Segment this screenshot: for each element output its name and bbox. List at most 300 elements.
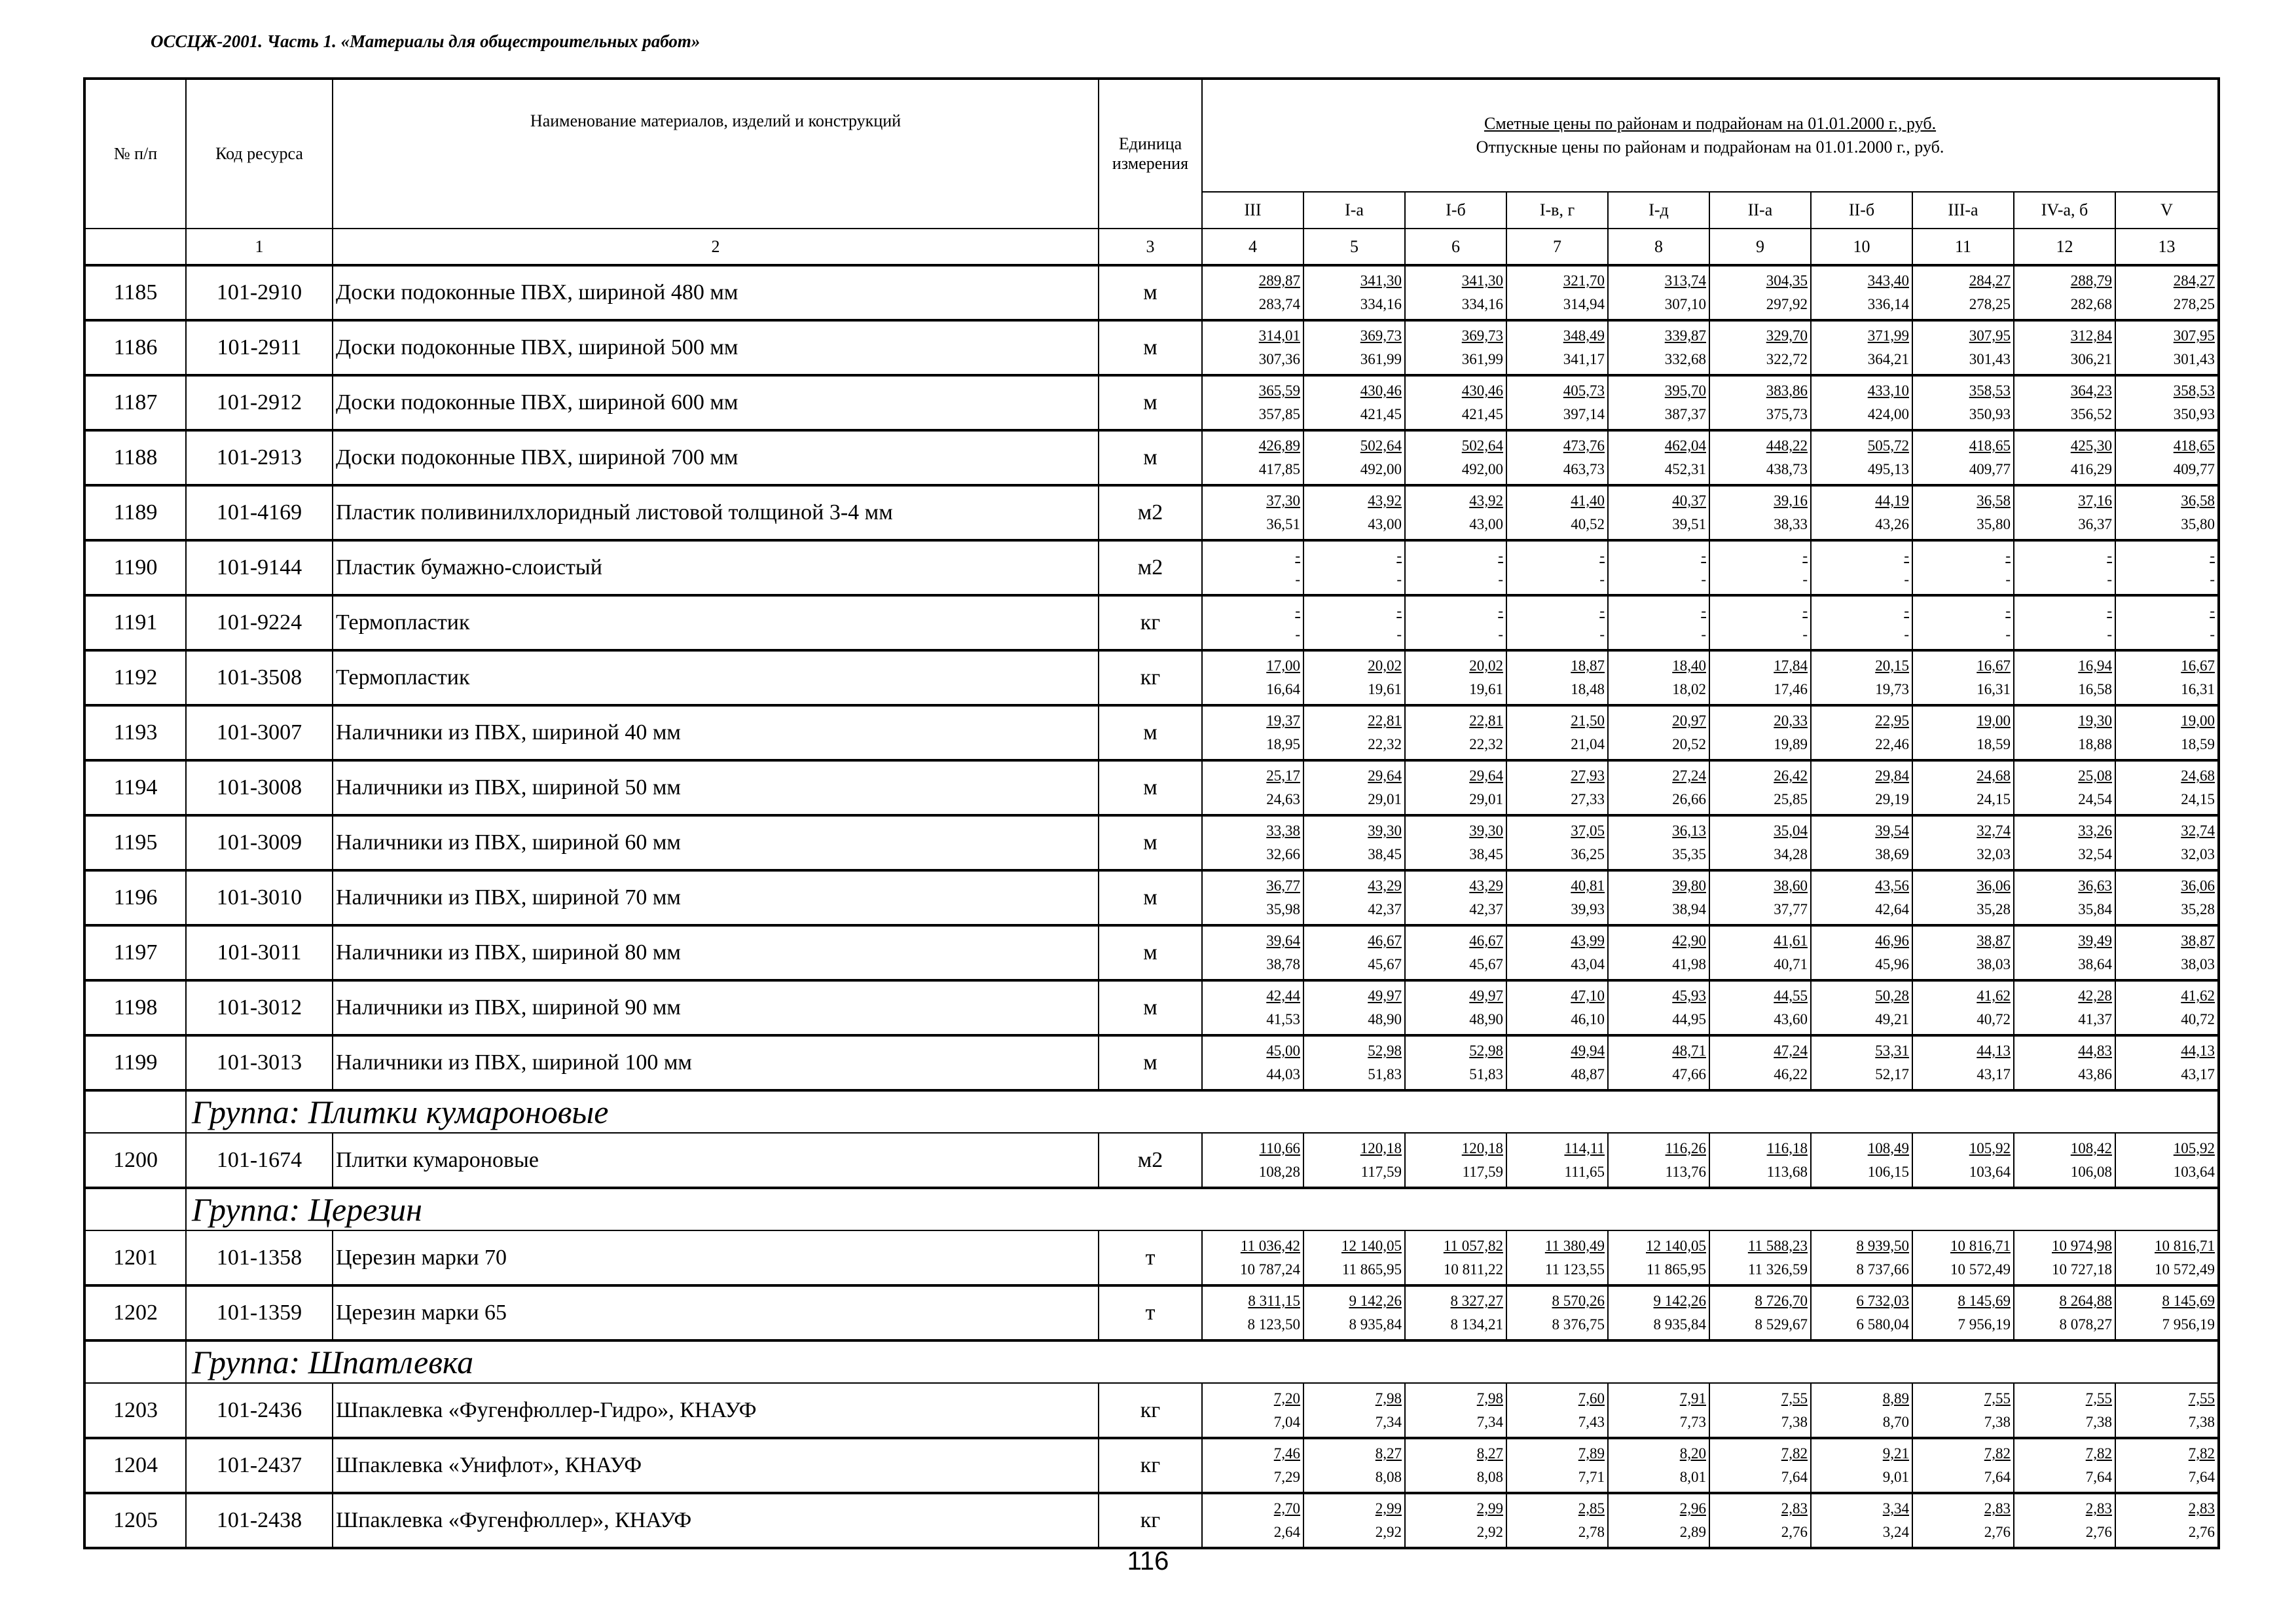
price-cell xyxy=(1709,485,1811,540)
estimate-price: 24,68 xyxy=(2181,767,2215,784)
release-price: 2,76 xyxy=(2188,1524,2215,1540)
table-row xyxy=(84,650,2219,705)
release-price: 314,94 xyxy=(1563,296,1605,312)
price-cell xyxy=(1608,1383,1709,1438)
release-price: 2,92 xyxy=(1375,1524,1402,1540)
unit-of-measure: м xyxy=(1099,815,1202,870)
estimate-price: 108,49 xyxy=(1867,1139,1909,1156)
estimate-price: 8 311,15 xyxy=(1248,1293,1300,1309)
release-price: 11 865,95 xyxy=(1646,1261,1706,1278)
row-number: 1196 xyxy=(84,870,186,925)
estimate-price: 2,83 xyxy=(1781,1500,1808,1517)
release-price: 38,33 xyxy=(1774,516,1808,532)
release-price: 463,73 xyxy=(1563,461,1605,477)
table-row xyxy=(84,870,2219,925)
release-price: 35,80 xyxy=(1977,516,2011,532)
price-cell xyxy=(1202,1438,1303,1493)
price-cell xyxy=(2014,1230,2115,1285)
unit-of-measure: кг xyxy=(1099,1383,1202,1438)
price-cell xyxy=(2115,1383,2219,1438)
price-cell xyxy=(1709,375,1811,430)
release-price: 7,04 xyxy=(1273,1413,1300,1430)
estimate-price: - xyxy=(2210,547,2215,564)
estimate-price: 39,30 xyxy=(1368,822,1402,839)
price-cell xyxy=(1303,320,1405,375)
price-cell xyxy=(1202,925,1303,980)
estimate-price: 462,04 xyxy=(1664,437,1706,454)
price-cell xyxy=(1912,1383,2014,1438)
price-cell xyxy=(1202,650,1303,705)
release-price: 8,08 xyxy=(1375,1469,1402,1485)
estimate-price: 22,81 xyxy=(1469,712,1503,729)
estimate-price: 7,82 xyxy=(2188,1445,2215,1462)
release-price: - xyxy=(2005,626,2011,642)
price-cell xyxy=(2014,540,2115,595)
release-price: 322,72 xyxy=(1766,351,1808,367)
price-cell xyxy=(1303,870,1405,925)
release-price: 10 572,49 xyxy=(2155,1261,2215,1278)
estimate-price: 418,65 xyxy=(2173,437,2215,454)
price-cell xyxy=(1506,980,1608,1035)
estimate-price: 33,26 xyxy=(2078,822,2112,839)
price-cell xyxy=(1506,1230,1608,1285)
estimate-price: 47,10 xyxy=(1571,987,1605,1004)
release-price: - xyxy=(1599,571,1605,587)
release-price: 47,66 xyxy=(1672,1066,1706,1082)
estimate-price: - xyxy=(1396,602,1402,619)
estimate-price: 8 570,26 xyxy=(1552,1293,1605,1309)
row-number: 1194 xyxy=(84,760,186,815)
price-cell xyxy=(1405,980,1506,1035)
price-cell xyxy=(1202,815,1303,870)
price-cell xyxy=(1405,1230,1506,1285)
unit-of-measure: кг xyxy=(1099,650,1202,705)
estimate-price: 42,44 xyxy=(1266,987,1300,1004)
price-cell xyxy=(2115,1035,2219,1090)
estimate-price: 10 816,71 xyxy=(2155,1237,2215,1254)
release-price: 39,51 xyxy=(1672,516,1706,532)
release-price: 40,72 xyxy=(1977,1011,2011,1027)
header-column-number: 4 xyxy=(1202,229,1303,265)
estimate-price: 358,53 xyxy=(1969,382,2011,399)
release-price: 43,00 xyxy=(1469,516,1503,532)
header-region: IV-а, б xyxy=(2014,192,2115,229)
estimate-price: 7,55 xyxy=(1781,1390,1808,1407)
material-name: Шпаклевка «Фугенфюллер-Гидро», КНАУФ xyxy=(333,1383,1099,1438)
release-price: 24,54 xyxy=(2078,791,2112,807)
release-price: 8 935,84 xyxy=(1349,1316,1402,1333)
estimate-price: 19,37 xyxy=(1266,712,1300,729)
table-row xyxy=(84,1133,2219,1188)
header-price-title xyxy=(1202,79,2219,192)
release-price: 42,64 xyxy=(1875,901,1909,917)
unit-of-measure: м2 xyxy=(1099,485,1202,540)
estimate-price: 38,87 xyxy=(1977,932,2011,949)
release-price: 334,16 xyxy=(1461,296,1503,312)
price-cell xyxy=(2115,265,2219,320)
price-cell xyxy=(2014,485,2115,540)
release-price: 297,92 xyxy=(1766,296,1808,312)
release-price: 18,59 xyxy=(2181,736,2215,752)
unit-of-measure: кг xyxy=(1099,1493,1202,1548)
price-cell xyxy=(2115,705,2219,760)
price-cell xyxy=(1912,705,2014,760)
table-row xyxy=(84,265,2219,320)
header-region: II-а xyxy=(1709,192,1811,229)
release-price: 9,01 xyxy=(1882,1469,1909,1485)
price-cell xyxy=(1303,1383,1405,1438)
price-cell xyxy=(1912,980,2014,1035)
estimate-price: 43,56 xyxy=(1875,877,1909,894)
release-price: 283,74 xyxy=(1258,296,1300,312)
price-cell xyxy=(1202,1230,1303,1285)
release-price: 8 376,75 xyxy=(1552,1316,1605,1333)
estimate-price: 18,87 xyxy=(1571,657,1605,674)
price-cell xyxy=(1202,1285,1303,1340)
estimate-price: 12 140,05 xyxy=(1646,1237,1706,1254)
release-price: 361,99 xyxy=(1360,351,1402,367)
price-cell xyxy=(1303,815,1405,870)
estimate-price: 2,70 xyxy=(1273,1500,1300,1517)
page-number: 116 xyxy=(1127,1547,1169,1576)
price-cell xyxy=(1811,1285,1912,1340)
price-cell xyxy=(1303,1493,1405,1548)
release-price: 3,24 xyxy=(1882,1524,1909,1540)
release-price: 34,28 xyxy=(1774,846,1808,862)
estimate-price: 36,63 xyxy=(2078,877,2112,894)
estimate-price: 20,15 xyxy=(1875,657,1909,674)
release-price: 8,01 xyxy=(1679,1469,1706,1485)
unit-of-measure: м xyxy=(1099,870,1202,925)
estimate-price: 29,64 xyxy=(1368,767,1402,784)
estimate-price: 25,17 xyxy=(1266,767,1300,784)
material-name: Наличники из ПВХ, шириной 50 мм xyxy=(333,760,1099,815)
unit-of-measure: м2 xyxy=(1099,1133,1202,1188)
estimate-price: 395,70 xyxy=(1664,382,1706,399)
price-cell xyxy=(1303,1035,1405,1090)
material-name: Наличники из ПВХ, шириной 40 мм xyxy=(333,705,1099,760)
price-cell xyxy=(1811,375,1912,430)
material-name: Доски подоконные ПВХ, шириной 600 мм xyxy=(333,375,1099,430)
group-label: Группа: Церезин xyxy=(186,1188,2219,1230)
estimate-price: 8 939,50 xyxy=(1856,1237,1909,1254)
price-cell xyxy=(1811,1493,1912,1548)
unit-of-measure: м xyxy=(1099,980,1202,1035)
price-cell xyxy=(1811,1383,1912,1438)
estimate-price: 369,73 xyxy=(1461,327,1503,344)
row-number: 1198 xyxy=(84,980,186,1035)
price-cell xyxy=(2014,650,2115,705)
estimate-price: 29,84 xyxy=(1875,767,1909,784)
release-price: 52,17 xyxy=(1875,1066,1909,1082)
price-cell xyxy=(1303,1285,1405,1340)
price-cell xyxy=(1709,320,1811,375)
release-price: 6 580,04 xyxy=(1856,1316,1909,1333)
estimate-price: 38,60 xyxy=(1774,877,1808,894)
row-number: 1190 xyxy=(84,540,186,595)
estimate-price: 371,99 xyxy=(1867,327,1909,344)
price-cell xyxy=(1811,540,1912,595)
price-cell xyxy=(1912,870,2014,925)
price-cell xyxy=(1608,760,1709,815)
price-cell xyxy=(1405,1383,1506,1438)
price-cell xyxy=(2115,760,2219,815)
price-cell xyxy=(1202,705,1303,760)
price-cell xyxy=(2115,320,2219,375)
release-price: 7,64 xyxy=(1984,1469,2011,1485)
estimate-price: 39,30 xyxy=(1469,822,1503,839)
release-price: 113,68 xyxy=(1766,1163,1808,1180)
row-number: 1203 xyxy=(84,1383,186,1438)
price-cell xyxy=(1709,265,1811,320)
price-cell xyxy=(1608,1438,1709,1493)
release-price: 2,92 xyxy=(1476,1524,1503,1540)
row-number: 1193 xyxy=(84,705,186,760)
estimate-price: 341,30 xyxy=(1461,272,1503,289)
estimate-price: 11 380,49 xyxy=(1544,1237,1605,1254)
estimate-price: 7,55 xyxy=(1984,1390,2011,1407)
unit-of-measure: м xyxy=(1099,375,1202,430)
price-cell xyxy=(1912,760,2014,815)
resource-code: 101-2911 xyxy=(186,320,333,375)
estimate-price: 383,86 xyxy=(1766,382,1808,399)
unit-of-measure: м xyxy=(1099,705,1202,760)
unit-of-measure: кг xyxy=(1099,1438,1202,1493)
resource-code: 101-3012 xyxy=(186,980,333,1035)
release-price: 361,99 xyxy=(1461,351,1503,367)
header-column-number: 11 xyxy=(1912,229,2014,265)
release-price: 7,29 xyxy=(1273,1469,1300,1485)
price-cell xyxy=(1709,430,1811,485)
estimate-price: 22,81 xyxy=(1368,712,1402,729)
estimate-price: 10 816,71 xyxy=(1950,1237,2011,1254)
release-price: 27,33 xyxy=(1571,791,1605,807)
header-column-number: 8 xyxy=(1608,229,1709,265)
estimate-price: 2,83 xyxy=(2085,1500,2112,1517)
price-cell xyxy=(1811,925,1912,980)
price-cell xyxy=(1709,1285,1811,1340)
release-price: - xyxy=(1498,571,1503,587)
header-region: I-а xyxy=(1303,192,1405,229)
group-label: Группа: Плитки кумароновые xyxy=(186,1090,2219,1133)
resource-code: 101-3013 xyxy=(186,1035,333,1090)
estimate-price: 329,70 xyxy=(1766,327,1808,344)
price-cell xyxy=(2014,375,2115,430)
release-price: 421,45 xyxy=(1360,406,1402,422)
release-price: 16,64 xyxy=(1266,681,1300,697)
release-price: 41,53 xyxy=(1266,1011,1300,1027)
row-number: 1200 xyxy=(84,1133,186,1188)
estimate-price: 19,30 xyxy=(2078,712,2112,729)
price-cell xyxy=(1811,320,1912,375)
price-cell xyxy=(2115,375,2219,430)
price-cell xyxy=(1912,1438,2014,1493)
estimate-price: 39,16 xyxy=(1774,492,1808,509)
release-price: 43,86 xyxy=(2078,1066,2112,1082)
price-cell xyxy=(1811,870,1912,925)
price-cell xyxy=(1405,815,1506,870)
estimate-price: 8 264,88 xyxy=(2059,1293,2112,1309)
estimate-price: 32,74 xyxy=(2181,822,2215,839)
estimate-price: 24,68 xyxy=(1977,767,2011,784)
table-row xyxy=(84,485,2219,540)
resource-code: 101-1359 xyxy=(186,1285,333,1340)
price-cell xyxy=(1608,485,1709,540)
header-region: I-в, г xyxy=(1506,192,1608,229)
release-price: 108,28 xyxy=(1258,1163,1300,1180)
estimate-price: 37,16 xyxy=(2078,492,2112,509)
price-cell xyxy=(1405,1285,1506,1340)
release-price: 106,15 xyxy=(1867,1163,1909,1180)
release-price: 38,64 xyxy=(2078,956,2112,972)
resource-code: 101-3508 xyxy=(186,650,333,705)
header-column-number: 2 xyxy=(333,229,1099,265)
price-cell xyxy=(1202,1493,1303,1548)
estimate-price: 2,83 xyxy=(2188,1500,2215,1517)
price-cell xyxy=(1709,1035,1811,1090)
row-number: 1204 xyxy=(84,1438,186,1493)
price-cell xyxy=(1608,815,1709,870)
price-cell xyxy=(2115,1438,2219,1493)
estimate-price: 39,64 xyxy=(1266,932,1300,949)
release-price: 11 326,59 xyxy=(1747,1261,1808,1278)
header-price-title-release: Отпускные цены по районам и подрайонам на 01.01.2000 г., руб. xyxy=(1476,138,1944,157)
price-cell xyxy=(1202,980,1303,1035)
estimate-price: 41,62 xyxy=(1977,987,2011,1004)
estimate-price: 36,06 xyxy=(1977,877,2011,894)
price-cell xyxy=(1709,815,1811,870)
price-cell xyxy=(1811,1133,1912,1188)
table-row xyxy=(84,1493,2219,1548)
release-price: 32,03 xyxy=(1977,846,2011,862)
estimate-price: 39,54 xyxy=(1875,822,1909,839)
release-price: 8 134,21 xyxy=(1450,1316,1503,1333)
material-name: Наличники из ПВХ, шириной 80 мм xyxy=(333,925,1099,980)
release-price: 19,73 xyxy=(1875,681,1909,697)
release-price: - xyxy=(1802,626,1808,642)
release-price: 41,37 xyxy=(2078,1011,2112,1027)
price-table xyxy=(83,77,2220,1549)
release-price: 7,64 xyxy=(1781,1469,1808,1485)
estimate-price: 2,96 xyxy=(1679,1500,1706,1517)
row-number: 1192 xyxy=(84,650,186,705)
estimate-price: 50,28 xyxy=(1875,987,1909,1004)
estimate-price: 43,29 xyxy=(1469,877,1503,894)
estimate-price: 17,84 xyxy=(1774,657,1808,674)
release-price: 350,93 xyxy=(2173,406,2215,422)
release-price: 43,00 xyxy=(1368,516,1402,532)
release-price: 35,28 xyxy=(1977,901,2011,917)
estimate-price: 8 726,70 xyxy=(1755,1293,1808,1309)
unit-of-measure: м xyxy=(1099,1035,1202,1090)
price-cell xyxy=(1405,760,1506,815)
header-price-title-estimate: Сметные цены по районам и подрайонам на 01.01.2000 г., руб. xyxy=(1484,114,1937,133)
estimate-price: 33,38 xyxy=(1266,822,1300,839)
release-price: 35,98 xyxy=(1266,901,1300,917)
estimate-price: 29,64 xyxy=(1469,767,1503,784)
price-cell xyxy=(1811,705,1912,760)
estimate-price: 42,28 xyxy=(2078,987,2112,1004)
release-price: 364,21 xyxy=(1867,351,1909,367)
release-price: 39,93 xyxy=(1571,901,1605,917)
release-price: 42,37 xyxy=(1469,901,1503,917)
table-row xyxy=(84,925,2219,980)
header-column-number: 10 xyxy=(1811,229,1912,265)
release-price: 24,15 xyxy=(1977,791,2011,807)
estimate-price: 9 142,26 xyxy=(1349,1293,1402,1309)
price-cell xyxy=(1303,925,1405,980)
estimate-price: 341,30 xyxy=(1360,272,1402,289)
price-cell xyxy=(2115,595,2219,650)
release-price: 350,93 xyxy=(1969,406,2011,422)
release-price: 40,52 xyxy=(1571,516,1605,532)
release-price: 11 123,55 xyxy=(1544,1261,1605,1278)
price-cell xyxy=(1709,760,1811,815)
release-price: 282,68 xyxy=(2070,296,2112,312)
release-price: 40,71 xyxy=(1774,956,1808,972)
header-region: III-а xyxy=(1912,192,2014,229)
release-price: 7,38 xyxy=(1781,1413,1808,1430)
table-row xyxy=(84,375,2219,430)
estimate-price: - xyxy=(2005,547,2011,564)
price-cell xyxy=(1405,1035,1506,1090)
estimate-price: 7,82 xyxy=(2085,1445,2112,1462)
release-price: 43,17 xyxy=(1977,1066,2011,1082)
release-price: 10 811,22 xyxy=(1443,1261,1503,1278)
row-number: 1188 xyxy=(84,430,186,485)
price-cell xyxy=(1709,650,1811,705)
estimate-price: 19,00 xyxy=(2181,712,2215,729)
header-column-number: 6 xyxy=(1405,229,1506,265)
release-price: 21,04 xyxy=(1571,736,1605,752)
release-price: 278,25 xyxy=(2173,296,2215,312)
price-cell xyxy=(2014,1493,2115,1548)
release-price: 18,88 xyxy=(2078,736,2112,752)
estimate-price: - xyxy=(2005,602,2011,619)
estimate-price: 2,83 xyxy=(1984,1500,2011,1517)
price-cell xyxy=(1811,1230,1912,1285)
resource-code: 101-1674 xyxy=(186,1133,333,1188)
release-price: 7,73 xyxy=(1679,1413,1706,1430)
release-price: 48,90 xyxy=(1469,1011,1503,1027)
estimate-price: 45,00 xyxy=(1266,1043,1300,1059)
estimate-price: 10 974,98 xyxy=(2052,1237,2112,1254)
release-price: 409,77 xyxy=(1969,461,2011,477)
price-cell xyxy=(1608,595,1709,650)
price-cell xyxy=(1608,430,1709,485)
price-cell xyxy=(2115,430,2219,485)
price-cell xyxy=(1506,1133,1608,1188)
group-row xyxy=(84,1340,2219,1383)
price-cell xyxy=(1608,540,1709,595)
price-cell xyxy=(1405,650,1506,705)
estimate-price: - xyxy=(1396,547,1402,564)
row-number: 1186 xyxy=(84,320,186,375)
unit-of-measure: м xyxy=(1099,430,1202,485)
release-price: 2,76 xyxy=(2085,1524,2112,1540)
release-price: 416,29 xyxy=(2070,461,2112,477)
release-price: 45,67 xyxy=(1368,956,1402,972)
header-column-number: 3 xyxy=(1099,229,1202,265)
release-price: 7,64 xyxy=(2085,1469,2112,1485)
release-price: 2,76 xyxy=(1984,1524,2011,1540)
estimate-price: 44,83 xyxy=(2078,1043,2112,1059)
resource-code: 101-2438 xyxy=(186,1493,333,1548)
estimate-price: 46,96 xyxy=(1875,932,1909,949)
material-name: Доски подоконные ПВХ, шириной 480 мм xyxy=(333,265,1099,320)
price-cell xyxy=(1405,1438,1506,1493)
price-cell xyxy=(1303,705,1405,760)
